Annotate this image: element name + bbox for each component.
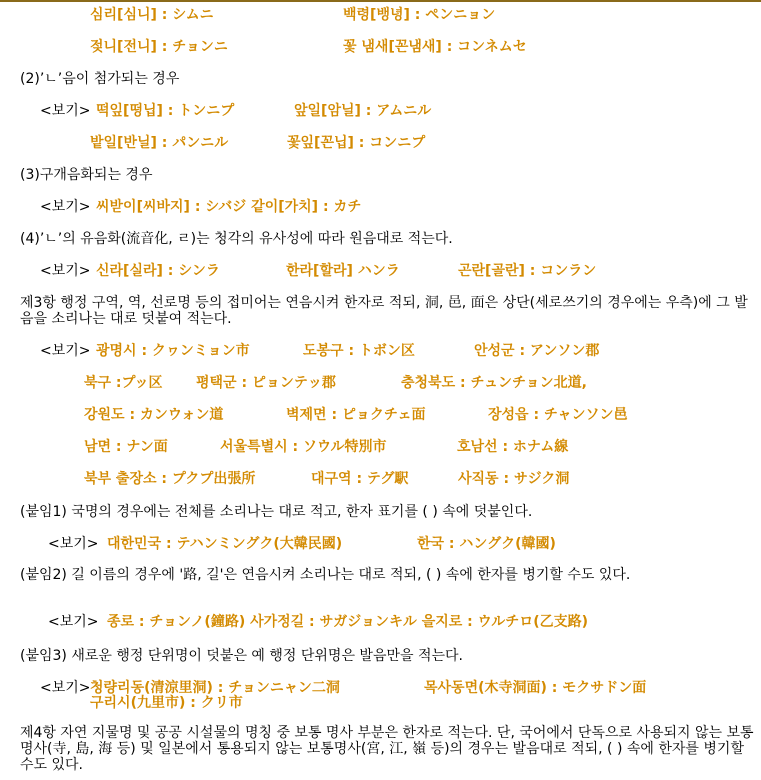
example-text: 밭일[반닐] : パンニル xyxy=(90,135,229,151)
example-text: 곤란[골란] : コンラン xyxy=(458,263,597,279)
example-text: 강원도 : カンウォン道 xyxy=(84,407,224,423)
example-text: 도봉구 : トボン区 xyxy=(303,343,415,359)
example-text: 씨받이[씨바지] : シバジ 같이[가치] : カチ xyxy=(96,199,362,215)
example-text: 사직동 : サジク洞 xyxy=(458,471,570,487)
example-text: 구리시(九里市) : クリ市 xyxy=(90,695,243,711)
example-text: 광명시 : クヮンミョン市 xyxy=(96,343,250,359)
example-text: 심리[심니] : シムニ xyxy=(90,7,214,23)
top-rule xyxy=(0,0,761,2)
note-text: (붙임2) 길 이름의 경우에 '路, 길'은 연음시켜 소리나는 대로 적되, ( ) 속에 한자를 병기할 수도 있다. xyxy=(20,567,631,583)
example-text: 떡잎[떵닙] : トンニプ xyxy=(96,103,235,119)
example-text: 대구역 : テグ駅 xyxy=(311,471,409,487)
example-text: 젖니[전니] : チョンニ xyxy=(90,39,228,55)
example-text: 백령[뱅녕] : ペンニョン xyxy=(343,7,496,23)
example-text: 대한민국 : テハンミングク(大韓民國) xyxy=(107,536,343,552)
example-text: 장성읍 : チャンソン邑 xyxy=(488,407,628,423)
note-text: (붙임3) 새로운 행정 단위명이 덧붙은 예 행정 단위명은 발음만을 적는다. xyxy=(20,648,464,664)
section-heading: (3)구개음화되는 경우 xyxy=(20,167,153,183)
bogi-label: <보기> xyxy=(40,343,91,359)
example-text: 꽃잎[꼰닙] : コンニプ xyxy=(287,135,426,151)
note-text: (붙임1) 국명의 경우에는 전체를 소리나는 대로 적고, 한자 표기를 ( ) 속에 덧붙인다. xyxy=(20,504,533,520)
example-text: 북구 :プッ区 xyxy=(84,375,163,391)
paragraph-article4: 제4항 자연 지물명 및 공공 시설물의 명칭 중 보통 명사 부분은 한자로 적는다. 단, 국어에서 단독으로 사용되지 않는 보통 명사(寺, 島, 海 등) 및 일본에서 통용되지 않는 보통명사(宮, 江, 嶺 등)의 경우는 발음대로 적되, ( ) 속에 한자를 병기할 수도 있다. xyxy=(20,725,754,773)
example-text: 벽제면 : ピョクチェ面 xyxy=(286,407,426,423)
bogi-label: <보기> xyxy=(48,536,99,552)
example-text: 안성군 : アンソン郡 xyxy=(474,343,600,359)
example-text: 목사동면(木寺洞面) : モクサドン面 xyxy=(424,680,647,696)
bogi-label: <보기> xyxy=(40,263,91,279)
example-text: 꽃 냄새[꼰냄새] : コンネムセ xyxy=(343,39,527,55)
section-heading: (2)’ㄴ’음이 첨가되는 경우 xyxy=(20,71,180,87)
example-text: 충청북도 : チュンチョン北道, xyxy=(401,375,587,391)
bogi-label: <보기> xyxy=(48,614,99,630)
example-text: 호남선 : ホナム線 xyxy=(457,439,569,455)
bogi-label: <보기> xyxy=(40,199,91,215)
bogi-label: <보기> xyxy=(40,680,91,696)
section-heading: (4)’ㄴ’의 유음화(流音化, ㄹ)는 청각의 유사성에 따라 원음대로 적는다. xyxy=(20,231,453,247)
bogi-label: <보기> xyxy=(40,103,91,119)
example-text: 종로 : チョンノ(鐘路) 사가정길 : サガジョンキル 을지로 : ウルチロ(乙支路) xyxy=(107,614,588,630)
example-text: 평택군 : ピョンテッ郡 xyxy=(196,375,336,391)
example-text: 신라[실라] : シンラ xyxy=(96,263,220,279)
example-text: 청량리동(清涼里洞) : チョンニャン二洞 xyxy=(90,680,340,696)
example-text: 서울특별시 : ソウル特別市 xyxy=(220,439,387,455)
example-text: 남면 : ナン面 xyxy=(84,439,168,455)
example-text: 한국 : ハングク(韓國) xyxy=(417,536,556,552)
example-text: 북부 출장소 : プクプ出張所 xyxy=(84,471,256,487)
example-text: 앞일[암닐] : アムニル xyxy=(294,103,432,119)
paragraph-article3: 제3항 행정 구역, 역, 선로명 등의 접미어는 연음시켜 한자로 적되, 洞, 邑, 面은 상단(세로쓰기의 경우에는 우측)에 그 발음을 소리나는 대로 덧붙여 적는다. xyxy=(20,295,748,327)
example-text: 한라[할라] ハンラ xyxy=(286,263,400,279)
